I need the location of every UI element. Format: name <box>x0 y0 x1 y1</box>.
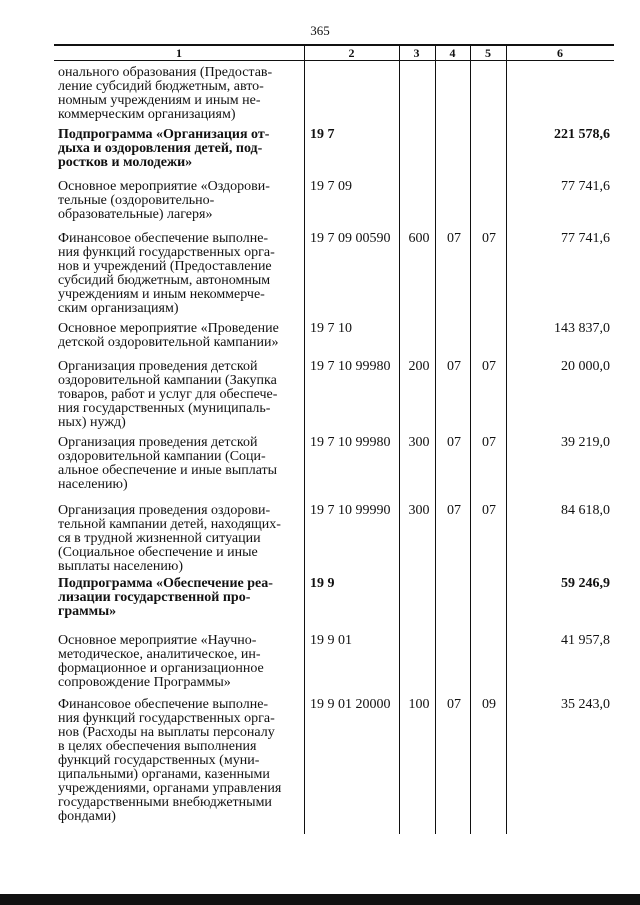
row-expense-type: 200 <box>408 359 430 374</box>
row-name-line: ния функций государственных орга- <box>58 245 275 260</box>
row-name <box>58 577 298 619</box>
row-name-line: оздоровительной кампании (Закупка <box>58 373 277 388</box>
row-name-line: альное обеспечение и иные выплаты <box>58 463 278 478</box>
row-name-line: в целях обеспечения выполнения <box>58 739 257 754</box>
row-name-line: фондами) <box>58 809 116 824</box>
row-name-line: нов и учреждений (Предоставление <box>58 259 272 274</box>
row-name-line: ципальными) органами, казенными <box>58 767 270 782</box>
row-amount: 143 837,0 <box>554 321 610 336</box>
row-name-line: сопровождение Программы» <box>58 675 231 690</box>
row-name <box>58 360 298 430</box>
row-name-line: образовательные) лагеря» <box>58 207 213 222</box>
row-name-line: нов (Расходы на выплаты персоналу <box>58 725 275 740</box>
row-code: 19 9 <box>310 576 335 591</box>
row-amount: 221 578,6 <box>554 127 610 142</box>
row-name-line: коммерческим организациям) <box>58 107 236 122</box>
row-amount: 35 243,0 <box>561 697 610 712</box>
row-code: 19 7 09 00590 <box>310 231 391 246</box>
row-name-line: ростков и молодежи» <box>58 155 193 170</box>
row-name-line: номным учреждениям и иным не- <box>58 93 261 108</box>
row-code: 19 7 09 <box>310 179 352 194</box>
row-expense-type: 300 <box>408 435 430 450</box>
row-amount: 77 741,6 <box>561 179 610 194</box>
row-name-line: товаров, работ и услуг для обеспече- <box>58 387 278 402</box>
row-name-line: выплаты населению) <box>58 559 183 574</box>
row-name <box>58 698 298 824</box>
row-name-line: тельной кампании детей, находящих- <box>58 517 281 532</box>
row-name-line: онального образования (Предостав- <box>58 65 273 80</box>
row-amount: 20 000,0 <box>561 359 610 374</box>
row-subsection: 07 <box>482 435 496 450</box>
row-name-line: населению) <box>58 477 128 492</box>
row-amount: 84 618,0 <box>561 503 610 518</box>
row-name <box>58 504 298 574</box>
row-section: 07 <box>447 503 461 518</box>
row-name-line: (Социальное обеспечение и иные <box>58 545 258 560</box>
row-name-line: Финансовое обеспечение выполне- <box>58 231 269 246</box>
scan-edge <box>0 894 640 905</box>
row-name-line: тельные (оздоровительно- <box>58 193 215 208</box>
row-code: 19 7 10 99980 <box>310 359 391 374</box>
header-col-2: 2 <box>348 46 355 60</box>
row-name-line: Подпрограмма «Организация от- <box>58 127 270 142</box>
page-number: 365 <box>310 23 330 38</box>
row-name-line: методическое, аналитическое, ин- <box>58 647 261 662</box>
row-subsection: 09 <box>482 697 496 712</box>
row-name-line: Подпрограмма «Обеспечение реа- <box>58 576 273 591</box>
row-name-line: ных) нужд) <box>58 415 126 430</box>
row-name-line: Организация проведения оздорови- <box>58 503 271 518</box>
row-name-line: ским организациям) <box>58 301 179 316</box>
row-name-line: Основное мероприятие «Оздорови- <box>58 179 270 194</box>
row-name-line: Финансовое обеспечение выполне- <box>58 697 269 712</box>
row-section: 07 <box>447 359 461 374</box>
row-name <box>58 66 298 122</box>
row-name-line: ния государственных (муниципаль- <box>58 401 271 416</box>
row-name-line: Основное мероприятие «Научно- <box>58 633 257 648</box>
row-name-line: дыха и оздоровления детей, под- <box>58 141 263 156</box>
row-name <box>58 322 298 350</box>
row-name <box>58 436 298 492</box>
table-header <box>54 44 614 61</box>
column-divider <box>304 44 305 834</box>
row-name-line: лизации государственной про- <box>58 590 251 605</box>
row-expense-type: 600 <box>408 231 430 246</box>
row-name-line: детской оздоровительной кампании» <box>58 335 279 350</box>
row-code: 19 7 <box>310 127 335 142</box>
header-col-3: 3 <box>413 46 420 60</box>
row-name-line: Организация проведения детской <box>58 435 258 450</box>
row-name-line: ся в трудной жизненной ситуации <box>58 531 261 546</box>
row-name <box>58 180 298 222</box>
row-name <box>58 232 298 316</box>
row-name-line: оздоровительной кампании (Соци- <box>58 449 266 464</box>
row-code: 19 7 10 99990 <box>310 503 391 518</box>
row-name-line: Основное мероприятие «Проведение <box>58 321 279 336</box>
row-amount: 77 741,6 <box>561 231 610 246</box>
row-name-line: функций государственных (муни- <box>58 753 260 768</box>
row-name-line: формационное и организационное <box>58 661 264 676</box>
row-name-line: учреждениями, органами управления <box>58 781 282 796</box>
row-amount: 39 219,0 <box>561 435 610 450</box>
row-name <box>58 634 298 690</box>
row-name-line: ния функций государственных орга- <box>58 711 275 726</box>
row-section: 07 <box>447 435 461 450</box>
row-subsection: 07 <box>482 231 496 246</box>
row-name-line: ление субсидий бюджетным, авто- <box>58 79 264 94</box>
row-section: 07 <box>447 231 461 246</box>
row-amount: 59 246,9 <box>561 576 610 591</box>
row-subsection: 07 <box>482 503 496 518</box>
row-code: 19 9 01 20000 <box>310 697 391 712</box>
row-name-line: государственными внебюджетными <box>58 795 272 810</box>
row-name-line: субсидий бюджетным, автономным <box>58 273 271 288</box>
header-col-4: 4 <box>449 46 456 60</box>
row-name-line: граммы» <box>58 604 117 619</box>
header-col-5: 5 <box>485 46 491 60</box>
row-expense-type: 100 <box>408 697 430 712</box>
row-section: 07 <box>447 697 461 712</box>
row-subsection: 07 <box>482 359 496 374</box>
column-divider <box>506 44 507 834</box>
row-amount: 41 957,8 <box>561 633 610 648</box>
row-name-line: Организация проведения детской <box>58 359 258 374</box>
row-expense-type: 300 <box>408 503 430 518</box>
row-code: 19 7 10 99980 <box>310 435 391 450</box>
row-name <box>58 128 298 170</box>
row-code: 19 7 10 <box>310 321 352 336</box>
row-name-line: учреждениям и иным некоммерче- <box>58 287 265 302</box>
row-code: 19 9 01 <box>310 633 352 648</box>
header-col-6: 6 <box>557 46 563 60</box>
header-col-1: 1 <box>176 46 182 60</box>
